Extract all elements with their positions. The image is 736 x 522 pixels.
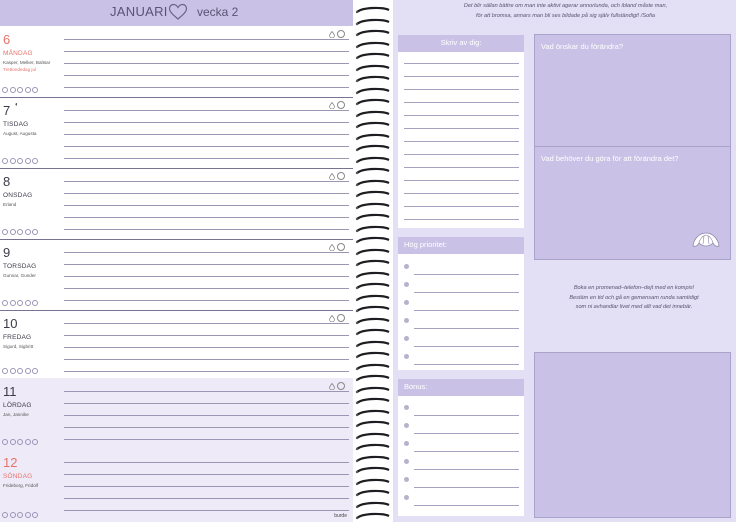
spiral-ring [353, 443, 393, 452]
spiral-ring [353, 167, 393, 176]
habit-dot[interactable] [32, 368, 38, 374]
challenge-line: Bestäm en tid och gå en gemensam runda samtidigt [569, 294, 699, 301]
habit-dot[interactable] [25, 229, 31, 235]
day-number: 8 [3, 174, 11, 189]
spiral-ring [353, 236, 393, 245]
name-day: Frideborg, Fridolf [3, 483, 38, 488]
write-box[interactable] [398, 35, 524, 228]
habit-dot[interactable] [32, 229, 38, 235]
spiral-ring [353, 156, 393, 165]
wish-box[interactable] [534, 34, 731, 147]
habit-dot[interactable] [25, 300, 31, 306]
spiral-ring [353, 294, 393, 303]
habit-dot[interactable] [10, 87, 16, 93]
spiral-ring [353, 110, 393, 119]
habit-dot[interactable] [2, 158, 8, 164]
writing-lines[interactable] [64, 449, 349, 522]
day-name: TISDAG [3, 121, 29, 128]
bonus-box-title: Bonus: [404, 382, 428, 391]
habit-dot[interactable] [17, 158, 23, 164]
habit-dot[interactable] [17, 512, 23, 518]
challenge-line: Boka en promenad–telefon–dejt med en kompis! [573, 285, 695, 291]
day-icons [329, 314, 345, 322]
name-day: Gunnar, Gunder [3, 273, 36, 278]
water-drop-icon [329, 173, 335, 180]
habit-tracker[interactable] [2, 439, 38, 445]
spiral-ring [353, 305, 393, 314]
spiral-ring [353, 397, 393, 406]
month-title: JANUARI [110, 4, 168, 19]
habit-dot[interactable] [2, 368, 8, 374]
spiral-ring [353, 190, 393, 199]
quote [428, 2, 703, 21]
habit-dot[interactable] [17, 439, 23, 445]
habit-dot[interactable] [2, 300, 8, 306]
day-name: ONSDAG [3, 192, 33, 199]
circle-check-icon[interactable] [337, 243, 345, 251]
day-block [0, 239, 353, 310]
day-number: 12 [3, 455, 18, 470]
habit-tracker[interactable] [2, 368, 38, 374]
bonus-box[interactable] [398, 379, 524, 516]
spiral-ring [353, 259, 393, 268]
spiral-ring [353, 87, 393, 96]
spiral-ring [353, 41, 393, 50]
spiral-ring [353, 409, 393, 418]
day-icons [329, 30, 345, 38]
spiral-ring [353, 386, 393, 395]
writing-lines[interactable] [64, 310, 349, 378]
day-block [0, 310, 353, 378]
day-number: 7 [3, 103, 11, 118]
writing-lines[interactable] [64, 168, 349, 239]
challenge-text [536, 284, 732, 313]
habit-dot[interactable] [10, 158, 16, 164]
day-block [0, 449, 353, 522]
spiral-ring [353, 202, 393, 211]
spiral-ring [353, 512, 393, 521]
day-number: 11 [3, 384, 17, 399]
spiral-ring [353, 478, 393, 487]
spiral-ring [353, 213, 393, 222]
name-day: Sigurd, Sigbritt [3, 344, 34, 349]
need-box[interactable] [534, 146, 731, 260]
water-drop-icon [329, 315, 335, 322]
day-icons [329, 172, 345, 180]
habit-dot[interactable] [32, 439, 38, 445]
day-number: 10 [3, 316, 18, 331]
habit-tracker[interactable] [2, 158, 38, 164]
day-block [0, 378, 353, 449]
water-drop-icon [329, 31, 335, 38]
day-name: TORSDAG [3, 263, 37, 270]
spiral-ring [353, 501, 393, 510]
priority-box-title: Hög prioritet: [404, 240, 447, 249]
day-number: 9 [3, 245, 11, 260]
brand-logo: burde [334, 513, 347, 519]
spiral-ring [353, 29, 393, 38]
day-name: FREDAG [3, 334, 32, 341]
priority-box[interactable] [398, 237, 524, 370]
circle-check-icon[interactable] [337, 101, 345, 109]
habit-dot[interactable] [17, 368, 23, 374]
habit-tracker[interactable] [2, 300, 38, 306]
habit-dot[interactable] [32, 300, 38, 306]
habit-dot[interactable] [17, 87, 23, 93]
spiral-ring [353, 374, 393, 383]
spiral-ring [353, 432, 393, 441]
spiral-ring [353, 271, 393, 280]
moon-phase-icon: ◐ [15, 102, 19, 108]
spiral-ring [353, 420, 393, 429]
spiral-ring [353, 225, 393, 234]
water-drop-icon [329, 383, 335, 390]
spiral-ring [353, 121, 393, 130]
circle-check-icon[interactable] [337, 30, 345, 38]
habit-dot[interactable] [25, 512, 31, 518]
spiral-ring [353, 18, 393, 27]
spiral-ring [353, 179, 393, 188]
spiral-ring [353, 340, 393, 349]
day-name: LÖRDAG [3, 402, 32, 409]
habit-dot[interactable] [17, 229, 23, 235]
writing-lines[interactable] [64, 26, 349, 97]
name-day: Erland [3, 202, 17, 207]
quote-line: för att bromsa, annars man bli ses bildade på sig själv fullständigt! /Sofia [475, 12, 656, 19]
habit-dot[interactable] [10, 368, 16, 374]
writing-lines[interactable] [64, 97, 349, 168]
circle-check-icon[interactable] [337, 314, 345, 322]
write-box-title: Skriv av dig: [440, 38, 482, 47]
habit-tracker[interactable] [2, 512, 38, 518]
wish-box-title: Vad önskar du förändra? [541, 42, 623, 51]
notes-box[interactable] [534, 352, 731, 518]
habit-dot[interactable] [10, 229, 16, 235]
spiral-ring [353, 248, 393, 257]
spiral-ring [353, 351, 393, 360]
water-drop-icon [329, 244, 335, 251]
spiral-ring [353, 466, 393, 475]
spiral-ring [353, 328, 393, 337]
spiral-ring [353, 489, 393, 498]
writing-lines[interactable] [64, 378, 349, 449]
left-page [0, 0, 353, 522]
croissant-icon [690, 229, 722, 251]
spiral-ring [353, 133, 393, 142]
habit-dot[interactable] [10, 300, 16, 306]
heart-icon [168, 3, 188, 21]
spiral-ring [353, 363, 393, 372]
circle-check-icon[interactable] [337, 382, 345, 390]
day-name: SÖNDAG [3, 473, 33, 480]
spiral-ring [353, 144, 393, 153]
habit-tracker[interactable] [2, 87, 38, 93]
habit-dot[interactable] [25, 158, 31, 164]
spiral-ring [353, 455, 393, 464]
habit-dot[interactable] [17, 300, 23, 306]
habit-dot[interactable] [2, 512, 8, 518]
day-number: 6 [3, 32, 11, 47]
habit-dot[interactable] [10, 439, 16, 445]
habit-dot[interactable] [2, 229, 8, 235]
name-day: Jan, Jannike [3, 412, 29, 417]
habit-dot[interactable] [25, 87, 31, 93]
habit-dot[interactable] [2, 439, 8, 445]
writing-lines[interactable] [64, 239, 349, 310]
need-box-title: Vad behöver du göra för att förändra det? [541, 154, 679, 163]
holiday-label: Trettondedag jul [3, 67, 37, 72]
habit-dot[interactable] [10, 512, 16, 518]
spiral-ring [353, 98, 393, 107]
spiral-ring [353, 64, 393, 73]
habit-dot[interactable] [25, 368, 31, 374]
day-icons [329, 243, 345, 251]
day-block [0, 97, 353, 168]
circle-check-icon[interactable] [337, 172, 345, 180]
water-drop-icon [329, 102, 335, 109]
right-page [393, 0, 736, 522]
quote-line: Det blir sällan bättre om man inte aktivt agerar annorlunda, och ibland måste man, [463, 3, 668, 9]
name-day: August, Augusta [3, 131, 37, 136]
habit-tracker[interactable] [2, 229, 38, 235]
habit-dot[interactable] [32, 87, 38, 93]
spiral-ring [353, 317, 393, 326]
spiral-ring [353, 282, 393, 291]
day-icons [329, 382, 345, 390]
habit-dot[interactable] [32, 158, 38, 164]
spiral-ring [353, 6, 393, 15]
challenge-line: som ni avhandlar livet med allt vad det innebär. [575, 304, 693, 310]
habit-dot[interactable] [2, 87, 8, 93]
spiral-ring [353, 75, 393, 84]
spiral-ring [353, 52, 393, 61]
name-day: Kasper, Melker, Baltsar [3, 60, 51, 65]
week-label: vecka 2 [197, 5, 239, 19]
habit-dot[interactable] [32, 512, 38, 518]
habit-dot[interactable] [25, 439, 31, 445]
day-name: MÅNDAG [3, 50, 33, 57]
week-header [0, 0, 353, 26]
day-block [0, 26, 353, 97]
day-block [0, 168, 353, 239]
day-icons [329, 101, 345, 109]
